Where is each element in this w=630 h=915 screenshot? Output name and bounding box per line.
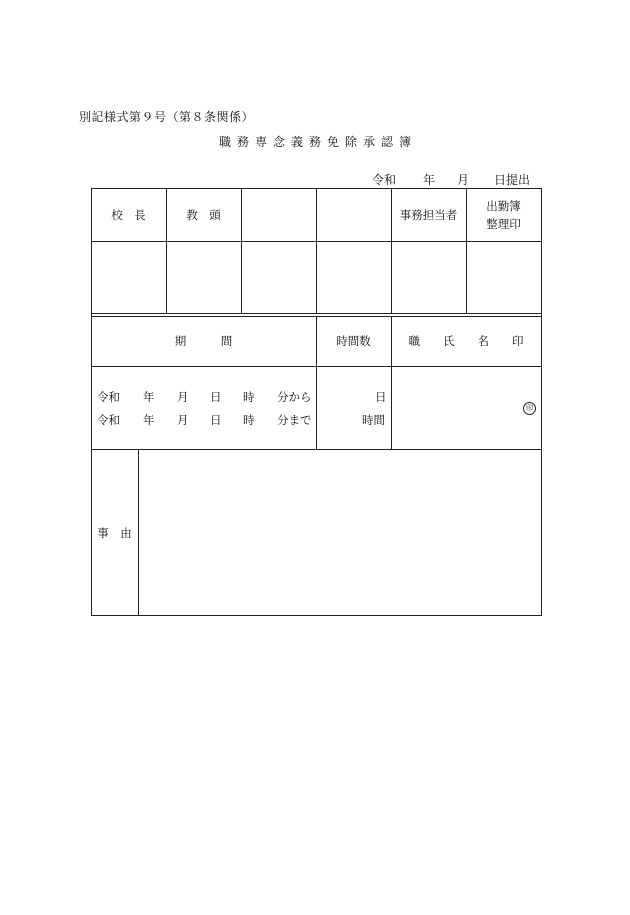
attendance-stamp-box[interactable] — [467, 242, 541, 313]
days-unit: 日 — [375, 390, 387, 404]
from-era: 令和 — [97, 390, 120, 404]
clerk-stamp-box[interactable] — [392, 242, 466, 313]
to-minute: 分まで — [277, 413, 312, 427]
to-year: 年 — [143, 413, 155, 427]
head-teacher-stamp-box[interactable] — [167, 242, 241, 313]
reason-field[interactable] — [140, 451, 540, 614]
to-day: 日 — [210, 413, 222, 427]
from-year: 年 — [143, 390, 155, 404]
to-hour: 時 — [243, 413, 255, 427]
from-minute: 分から — [277, 390, 312, 404]
hours-header: 時間数 — [336, 334, 371, 348]
from-day: 日 — [210, 390, 222, 404]
date-month: 月 — [457, 173, 470, 187]
form-number: 別記様式第９号（第８条関係） — [79, 110, 255, 124]
clerk-label: 事務担当者 — [399, 208, 458, 222]
seal-mark-icon: 印 — [523, 402, 536, 415]
blank-stamp-box-1[interactable] — [242, 242, 316, 313]
to-month: 月 — [177, 413, 189, 427]
reason-label: 事 由 — [97, 526, 132, 540]
from-month: 月 — [177, 390, 189, 404]
attendance-label-line2: 整理印 — [486, 217, 521, 231]
blank-stamp-box-2[interactable] — [317, 242, 391, 313]
attendance-label-line1: 出勤簿 — [486, 199, 521, 213]
principal-stamp-box[interactable] — [92, 242, 166, 313]
hours-unit: 時間 — [362, 413, 385, 427]
date-year: 年 — [423, 173, 436, 187]
from-hour: 時 — [243, 390, 255, 404]
head-teacher-label: 教 頭 — [186, 208, 221, 222]
principal-label: 校 長 — [111, 208, 146, 222]
staff-name-header: 職 氏 名 印 — [408, 334, 524, 348]
period-header: 期 間 — [174, 334, 233, 348]
to-era: 令和 — [97, 413, 120, 427]
date-era: 令和 — [372, 173, 397, 187]
date-day-submitted: 日提出 — [494, 173, 531, 187]
document-title: 職務専念義務免除承認簿 — [218, 135, 417, 149]
